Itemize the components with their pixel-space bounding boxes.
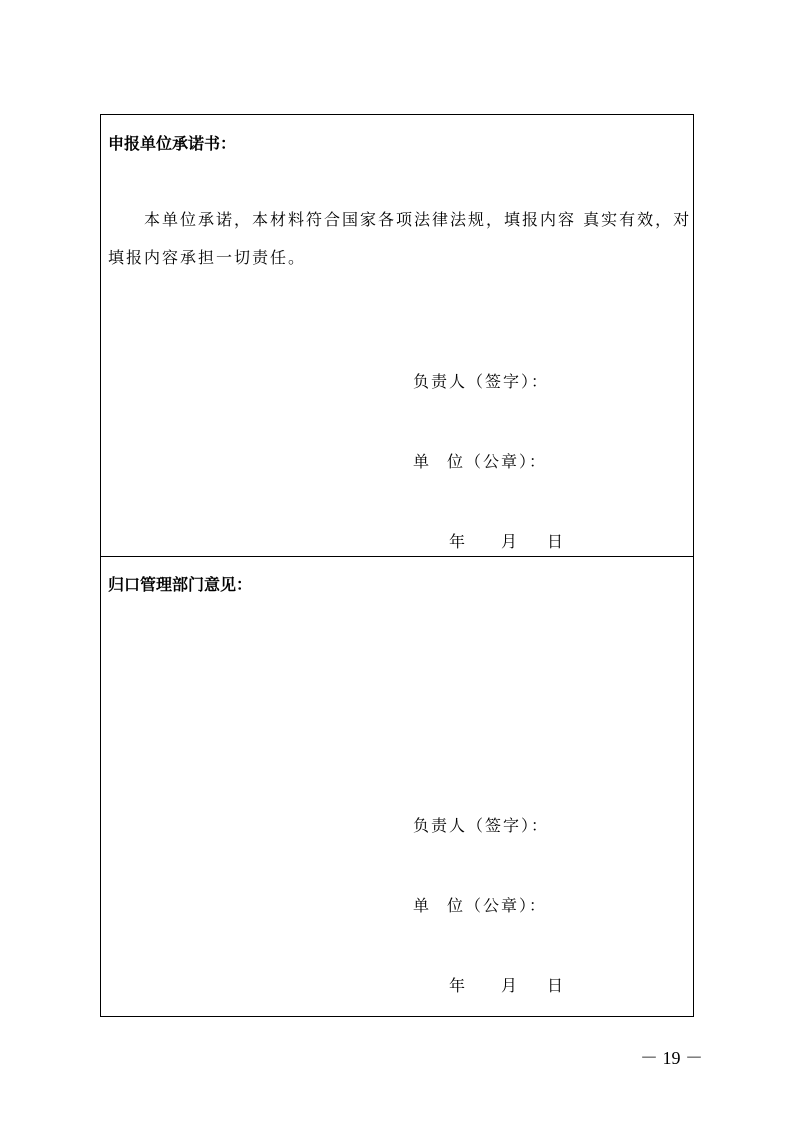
opinion-unit-label-part-1: 单 xyxy=(413,896,432,915)
commitment-date-month: 月 xyxy=(501,532,518,551)
opinion-date-day: 日 xyxy=(547,976,564,995)
commitment-date-year: 年 xyxy=(449,532,466,551)
opinion-date xyxy=(449,973,563,996)
commitment-body xyxy=(108,201,692,277)
commitment-unit-label xyxy=(413,449,547,472)
page-number: － 19 － xyxy=(640,1048,703,1068)
opinion-date-month: 月 xyxy=(501,976,518,995)
opinion-section xyxy=(101,557,693,1016)
opinion-unit-label xyxy=(413,893,547,916)
commitment-date xyxy=(449,529,563,552)
opinion-signer-label: 负责人（签字）： xyxy=(413,816,550,835)
commitment-unit-label-part-1: 单 xyxy=(413,452,432,471)
commitment-unit-label-part-2: 位（公章）： xyxy=(447,452,548,471)
opinion-unit-label-part-2: 位（公章）： xyxy=(447,896,548,915)
form-table xyxy=(100,114,694,1017)
commitment-body-line-2: 填报内容承担一切责任。 xyxy=(108,248,307,267)
opinion-heading: 归口管理部门意见： xyxy=(108,575,253,594)
commitment-date-day: 日 xyxy=(547,532,564,551)
commitment-signer-label: 负责人（签字）： xyxy=(413,372,550,391)
commitment-section xyxy=(101,115,693,557)
commitment-heading: 申报单位承诺书： xyxy=(108,134,237,153)
commitment-body-line-1: 本单位承诺，本材料符合国家各项法律法规，填报内容 真实有效，对 xyxy=(144,210,692,229)
opinion-date-year: 年 xyxy=(449,976,466,995)
